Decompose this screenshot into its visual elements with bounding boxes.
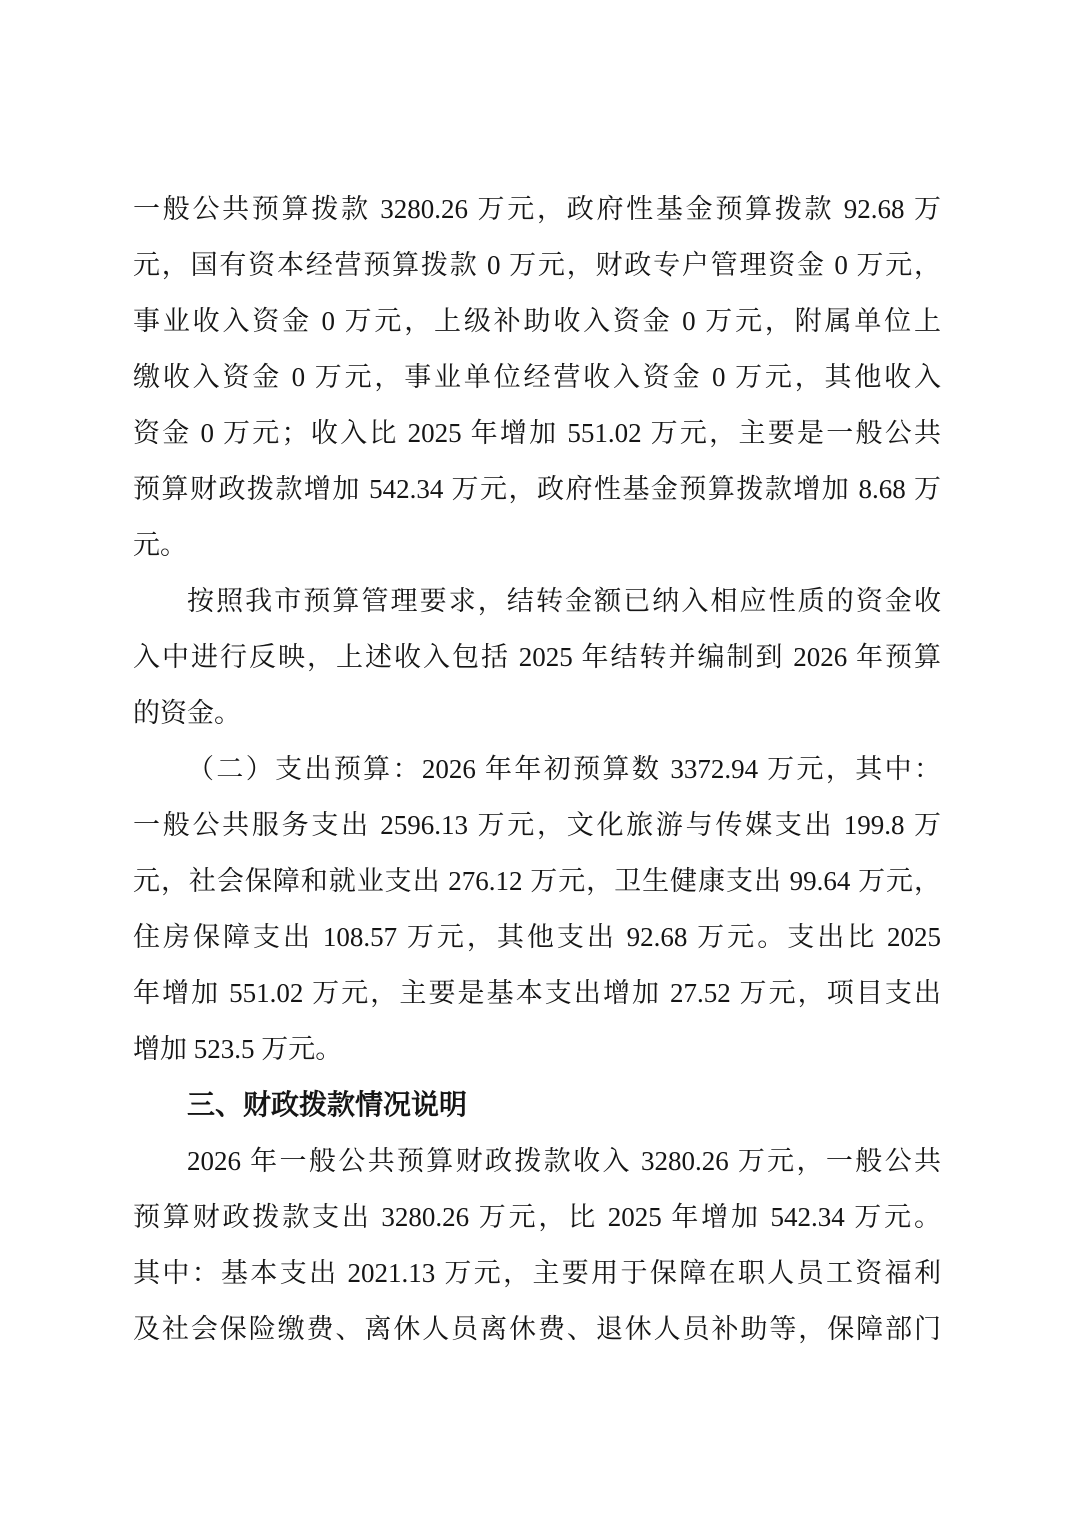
text-line: 一般公共服务支出 2596.13 万元，文化旅游与传媒支出 199.8 万	[133, 810, 941, 840]
text-line: 入中进行反映，上述收入包括 2025 年结转并编制到 2026 年预算	[133, 642, 941, 672]
text-line: 增加 523.5 万元。	[133, 1034, 343, 1064]
text-line: 的资金。	[133, 698, 241, 728]
text-line: 缴收入资金 0 万元，事业单位经营收入资金 0 万元，其他收入	[133, 362, 941, 392]
text-line: 元，社会保障和就业支出 276.12 万元，卫生健康支出 99.64 万元，	[133, 866, 941, 896]
carryover-note-paragraph	[133, 573, 941, 741]
section-heading-fiscal-appropriation	[133, 1077, 941, 1133]
text-line: 事业收入资金 0 万元，上级补助收入资金 0 万元，附属单位上	[133, 306, 941, 336]
text-line: 资金 0 万元；收入比 2025 年增加 551.02 万元，主要是一般公共	[133, 418, 941, 448]
text-line: 按照我市预算管理要求，结转金额已纳入相应性质的资金收	[187, 586, 941, 616]
text-line: 三、财政拨款情况说明	[187, 1089, 468, 1120]
fiscal-appropriation-paragraph	[133, 1133, 941, 1357]
income-budget-paragraph-continuation	[133, 181, 941, 573]
text-line: 其中：基本支出 2021.13 万元，主要用于保障在职人员工资福利	[133, 1258, 941, 1288]
text-line: 及社会保险缴费、离休人员离休费、退休人员补助等，保障部门	[133, 1314, 941, 1344]
text-line: 年增加 551.02 万元，主要是基本支出增加 27.52 万元，项目支出	[133, 978, 941, 1008]
text-line: 2026 年一般公共预算财政拨款收入 3280.26 万元，一般公共	[187, 1146, 941, 1176]
expenditure-budget-paragraph	[133, 741, 941, 1077]
text-line: 预算财政拨款支出 3280.26 万元，比 2025 年增加 542.34 万元。	[133, 1202, 941, 1232]
text-line: 预算财政拨款增加 542.34 万元，政府性基金预算拨款增加 8.68 万	[133, 474, 941, 504]
text-line: 一般公共预算拨款 3280.26 万元，政府性基金预算拨款 92.68 万	[133, 194, 941, 224]
document-body	[133, 181, 941, 1357]
text-line: 元，国有资本经营预算拨款 0 万元，财政专户管理资金 0 万元，	[133, 250, 941, 280]
text-line: 住房保障支出 108.57 万元，其他支出 92.68 万元。支出比 2025	[133, 922, 941, 952]
text-line: 元。	[133, 530, 187, 560]
text-line: （二）支出预算：2026 年年初预算数 3372.94 万元，其中：	[187, 754, 941, 784]
